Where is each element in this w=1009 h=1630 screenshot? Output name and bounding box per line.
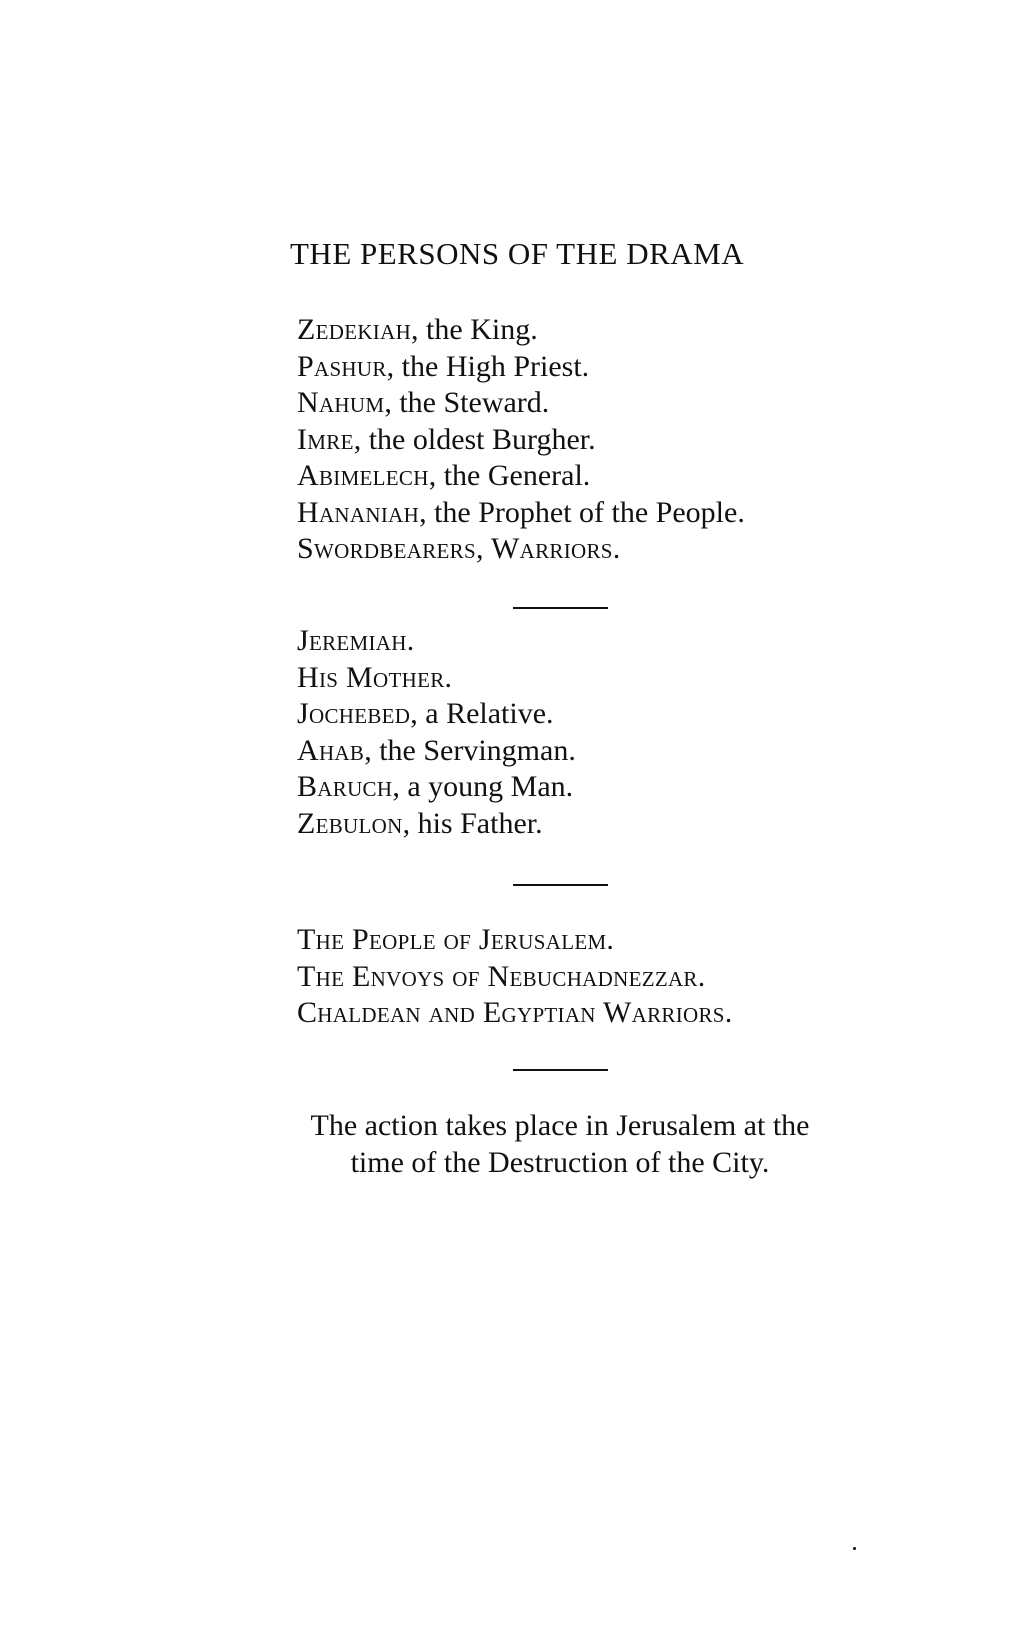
person-name: Nahum: [297, 386, 385, 419]
person-desc: , the Servingman.: [364, 733, 576, 767]
cast-entry: [297, 312, 745, 349]
person-name: Jeremiah.: [297, 624, 415, 657]
cast-entry: [297, 959, 733, 996]
person-desc: , a young Man.: [392, 770, 574, 803]
person-name: Imre: [297, 422, 354, 456]
setting-note: [250, 1107, 870, 1181]
cast-group-court: [297, 312, 745, 568]
person-desc: , the High Priest.: [386, 349, 590, 383]
cast-entry: [297, 806, 576, 843]
section-divider: [513, 884, 608, 886]
person-name: Chaldean and Egyptian Warriors.: [297, 996, 733, 1029]
person-name: Pashur: [297, 349, 387, 383]
person-name: Zedekiah: [297, 313, 412, 346]
cast-entry: [297, 495, 745, 532]
person-name: Zebulon: [297, 806, 403, 840]
print-speck: [853, 1547, 856, 1550]
cast-entry: [297, 696, 576, 733]
person-desc: , the oldest Burgher.: [353, 422, 596, 456]
cast-entry: [297, 422, 745, 459]
page-title: THE PERSONS OF THE DRAMA: [290, 236, 745, 271]
section-divider: [513, 607, 608, 609]
setting-line: time of the Destruction of the City.: [350, 1146, 770, 1179]
person-name: The Envoys of Nebuchadnezzar.: [297, 959, 706, 993]
person-desc: , the King.: [411, 313, 538, 346]
person-desc: , the General.: [428, 459, 591, 492]
person-name: Ahab: [297, 733, 365, 767]
setting-line: The action takes place in Jerusalem at the: [310, 1109, 810, 1142]
cast-group-crowds: [297, 922, 733, 1032]
person-name: Swordbearers, Warriors.: [297, 532, 621, 565]
person-desc: , a Relative.: [410, 697, 554, 730]
cast-entry: [297, 660, 576, 697]
cast-entry: [297, 385, 745, 422]
cast-entry: [297, 995, 733, 1032]
cast-group-household: [297, 623, 576, 842]
cast-entry: [297, 458, 745, 495]
cast-entry: [297, 733, 576, 770]
person-name: Baruch: [297, 770, 393, 803]
person-desc: , the Steward.: [384, 386, 550, 419]
cast-entry: [297, 623, 576, 660]
cast-entry: [297, 349, 745, 386]
person-name: Hananiah: [297, 495, 420, 529]
person-name: His Mother.: [297, 660, 453, 694]
cast-entry: [297, 769, 576, 806]
person-desc: , the Prophet of the People.: [419, 495, 745, 529]
person-name: Abimelech: [297, 459, 429, 492]
section-divider: [513, 1069, 608, 1071]
cast-entry: [297, 922, 733, 959]
person-desc: , his Father.: [402, 806, 543, 840]
cast-entry: [297, 531, 745, 568]
person-name: Jochebed: [297, 697, 411, 730]
person-name: The People of Jerusalem.: [297, 923, 615, 956]
